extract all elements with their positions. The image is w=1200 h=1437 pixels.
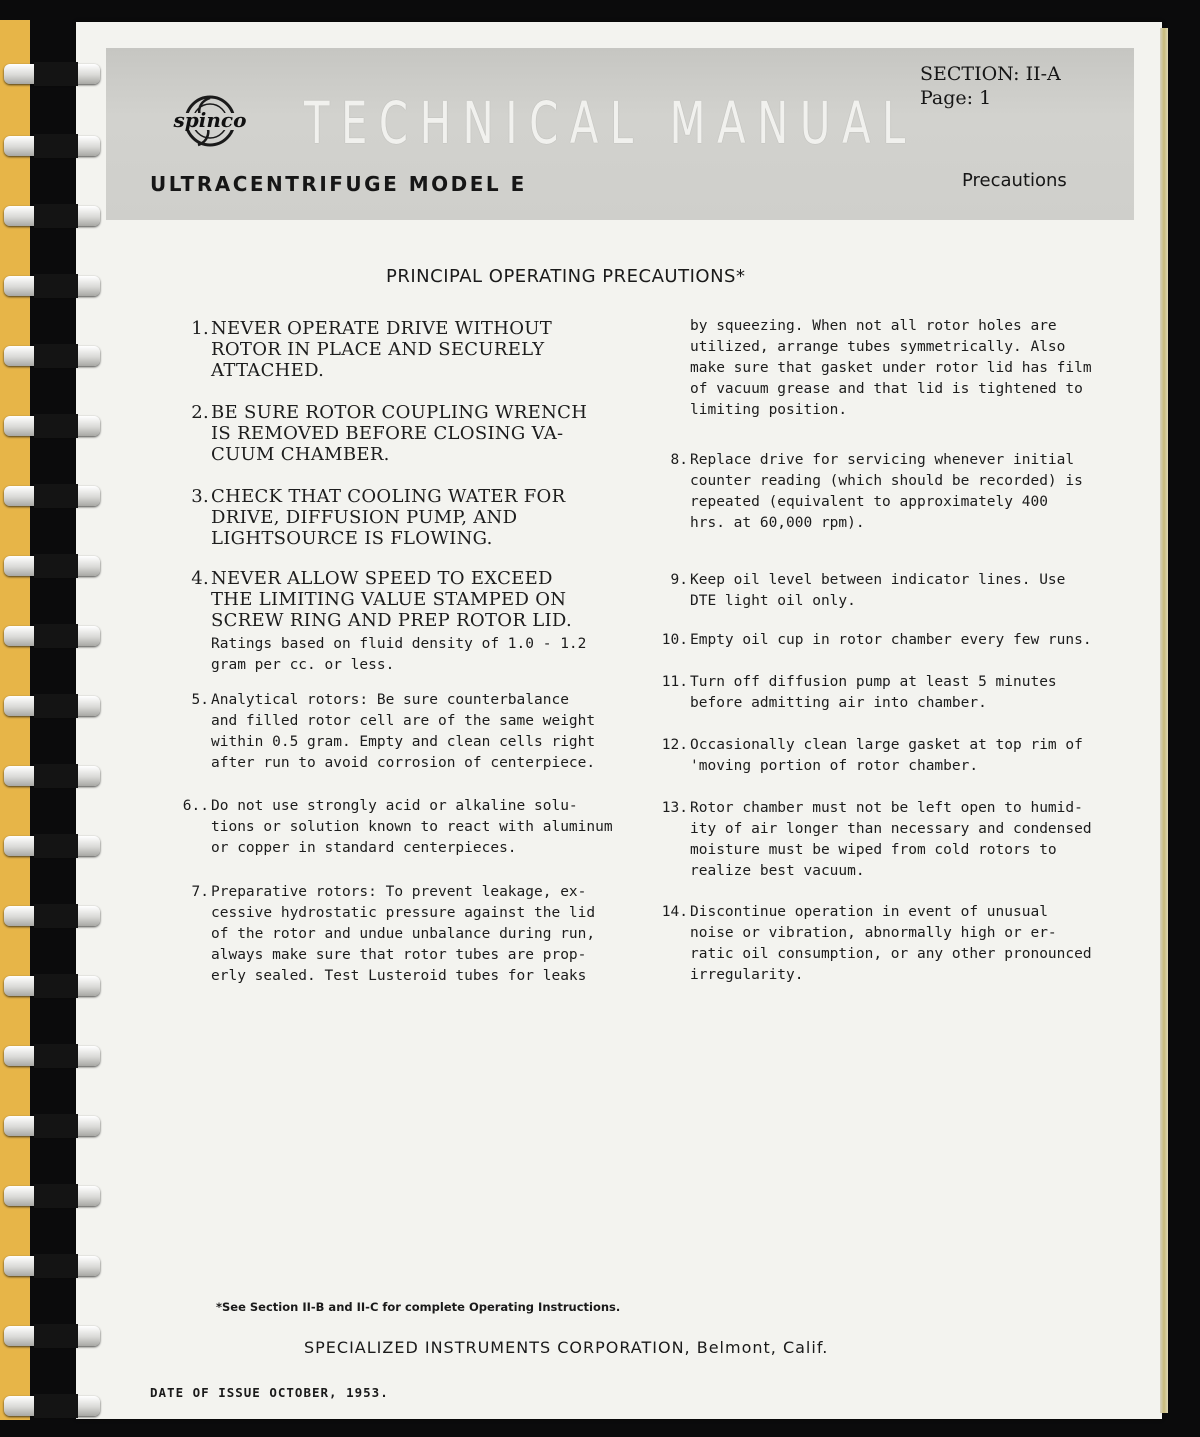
- item-line: Turn off diffusion pump at least 5 minutes: [690, 674, 1057, 690]
- item-number: 13.: [661, 800, 688, 816]
- item-line: CUUM CHAMBER.: [211, 444, 390, 465]
- item-line: of the rotor and undue unbalance during run,: [211, 926, 596, 942]
- binding-coil: [4, 344, 100, 368]
- spinco-logo: [158, 92, 262, 150]
- item-line: before admitting air into chamber.: [690, 695, 987, 711]
- svg-text:spinco: spinco: [173, 108, 247, 132]
- item-number: 12.: [661, 737, 688, 753]
- precaution-item: [191, 318, 553, 381]
- binding-coil: [4, 764, 100, 788]
- item-line: Keep oil level between indicator lines. Use: [690, 572, 1066, 588]
- item-line: NEVER OPERATE DRIVE WITHOUT: [211, 318, 553, 339]
- precaution-item: [661, 735, 1083, 777]
- precaution-item: [661, 902, 1092, 986]
- precaution-item: [211, 634, 586, 676]
- precaution-item: [191, 690, 596, 774]
- corporation-line: SPECIALIZED INSTRUMENTS CORPORATION, Belmont, Calif.: [304, 1338, 829, 1357]
- precaution-item: [690, 316, 1092, 421]
- binding-coil: [4, 1254, 100, 1278]
- item-line: Do not use strongly acid or alkaline solu-: [211, 798, 578, 814]
- precaution-item: [191, 568, 572, 631]
- binding-coil: [4, 1184, 100, 1208]
- binding-coil: [4, 834, 100, 858]
- item-line: THE LIMITING VALUE STAMPED ON: [211, 589, 567, 610]
- item-line: Ratings based on fluid density of 1.0 - 1.2: [211, 636, 587, 652]
- item-line: always make sure that rotor tubes are prop-: [211, 947, 587, 963]
- precaution-item: [670, 450, 1083, 534]
- item-number: 10.: [661, 632, 688, 648]
- item-line: Preparative rotors: To prevent leakage, ex-: [211, 884, 587, 900]
- binding-coil: [4, 554, 100, 578]
- binder-strip: [0, 20, 30, 1420]
- precaution-item: [191, 486, 566, 549]
- section-number: SECTION: II-A: [920, 63, 1061, 85]
- item-line: erly sealed. Test Lusteroid tubes for leaks: [211, 968, 587, 984]
- item-number: 9.: [670, 572, 688, 588]
- item-line: realize best vacuum.: [690, 863, 865, 879]
- binding-coil: [4, 1394, 100, 1418]
- item-line: limiting position.: [690, 402, 848, 418]
- item-line: counter reading (which should be recorded) is: [690, 473, 1083, 489]
- item-number: 11.: [661, 674, 688, 690]
- item-line: within 0.5 gram. Empty and clean cells right: [211, 734, 596, 750]
- item-line: SCREW RING AND PREP ROTOR LID.: [211, 610, 572, 631]
- item-line: of vacuum grease and that lid is tightened to: [690, 381, 1083, 397]
- item-line: hrs. at 60,000 rpm).: [690, 515, 865, 531]
- item-line: and filled rotor cell are of the same weight: [211, 713, 596, 729]
- date-of-issue: DATE OF ISSUE OCTOBER, 1953.: [150, 1385, 389, 1400]
- item-line: moisture must be wiped from cold rotors to: [690, 842, 1057, 858]
- item-number: 5.: [191, 692, 209, 708]
- precaution-item: [670, 570, 1066, 612]
- item-line: Empty oil cup in rotor chamber every few runs.: [690, 632, 1092, 648]
- binding-coil: [4, 414, 100, 438]
- item-number: 14.: [661, 904, 688, 920]
- item-line: Analytical rotors: Be sure counterbalance: [211, 692, 569, 708]
- precaution-item: [661, 672, 1057, 714]
- item-line: BE SURE ROTOR COUPLING WRENCH: [211, 402, 588, 423]
- page-number: Page: 1: [920, 87, 992, 109]
- footnote: *See Section II-B and II-C for complete Operating Instructions.: [216, 1300, 621, 1314]
- item-line: cessive hydrostatic pressure against the lid: [211, 905, 596, 921]
- binding-coil: [4, 974, 100, 998]
- item-line: irregularity.: [690, 967, 804, 983]
- binding-coil: [4, 1044, 100, 1068]
- section-topic: Precautions: [962, 170, 1067, 191]
- item-line: utilized, arrange tubes symmetrically. Also: [690, 339, 1066, 355]
- item-number: 1.: [191, 318, 209, 339]
- item-number: 4.: [191, 568, 209, 589]
- binding-coil: [4, 274, 100, 298]
- precaution-item: [661, 798, 1092, 882]
- item-line: DTE light oil only.: [690, 593, 856, 609]
- item-line: by squeezing. When not all rotor holes are: [690, 318, 1057, 334]
- binding-coil: [4, 694, 100, 718]
- item-number: 8.: [670, 452, 688, 468]
- item-line: tions or solution known to react with aluminum: [211, 819, 613, 835]
- precaution-item: [191, 402, 588, 465]
- item-line: or copper in standard centerpieces.: [211, 840, 517, 856]
- item-line: DRIVE, DIFFUSION PUMP, AND: [211, 507, 518, 528]
- binding-coil: [4, 624, 100, 648]
- item-line: IS REMOVED BEFORE CLOSING VA-: [211, 423, 564, 444]
- binding-coil: [4, 62, 100, 86]
- manual-title: TECHNICAL MANUAL: [304, 89, 917, 157]
- binding-coil: [4, 134, 100, 158]
- item-number: 2.: [191, 402, 209, 423]
- section-block: [920, 62, 1061, 110]
- page-title: PRINCIPAL OPERATING PRECAUTIONS*: [386, 266, 746, 287]
- item-line: ROTOR IN PLACE AND SECURELY: [211, 339, 545, 360]
- item-number: 3.: [191, 486, 209, 507]
- item-line: Occasionally clean large gasket at top rim of: [690, 737, 1083, 753]
- item-line: CHECK THAT COOLING WATER FOR: [211, 486, 566, 507]
- item-line: NEVER ALLOW SPEED TO EXCEED: [211, 568, 553, 589]
- item-line: noise or vibration, abnormally high or er-: [690, 925, 1057, 941]
- binding-coil: [4, 484, 100, 508]
- precaution-item: [191, 882, 596, 987]
- binding-coil: [4, 904, 100, 928]
- page-stack-edge: [1160, 28, 1168, 1413]
- binding-coil: [4, 204, 100, 228]
- item-line: after run to avoid corrosion of centerpiece.: [211, 755, 596, 771]
- item-line: ratic oil consumption, or any other pronounced: [690, 946, 1092, 962]
- item-line: LIGHTSOURCE IS FLOWING.: [211, 528, 493, 549]
- item-number: 6..: [182, 798, 209, 814]
- binding-coil: [4, 1114, 100, 1138]
- item-line: repeated (equivalent to approximately 400: [690, 494, 1048, 510]
- item-line: ity of air longer than necessary and condensed: [690, 821, 1092, 837]
- item-line: Rotor chamber must not be left open to humid-: [690, 800, 1083, 816]
- precaution-item: [661, 630, 1092, 651]
- precaution-item: [182, 796, 613, 859]
- item-line: Replace drive for servicing whenever initial: [690, 452, 1075, 468]
- item-line: 'moving portion of rotor chamber.: [690, 758, 979, 774]
- model-name: ULTRACENTRIFUGE MODEL E: [150, 172, 527, 196]
- binding-coil: [4, 1324, 100, 1348]
- item-number: 7.: [191, 884, 209, 900]
- item-line: gram per cc. or less.: [211, 657, 395, 673]
- item-line: make sure that gasket under rotor lid has film: [690, 360, 1092, 376]
- item-line: ATTACHED.: [211, 360, 325, 381]
- item-line: Discontinue operation in event of unusual: [690, 904, 1048, 920]
